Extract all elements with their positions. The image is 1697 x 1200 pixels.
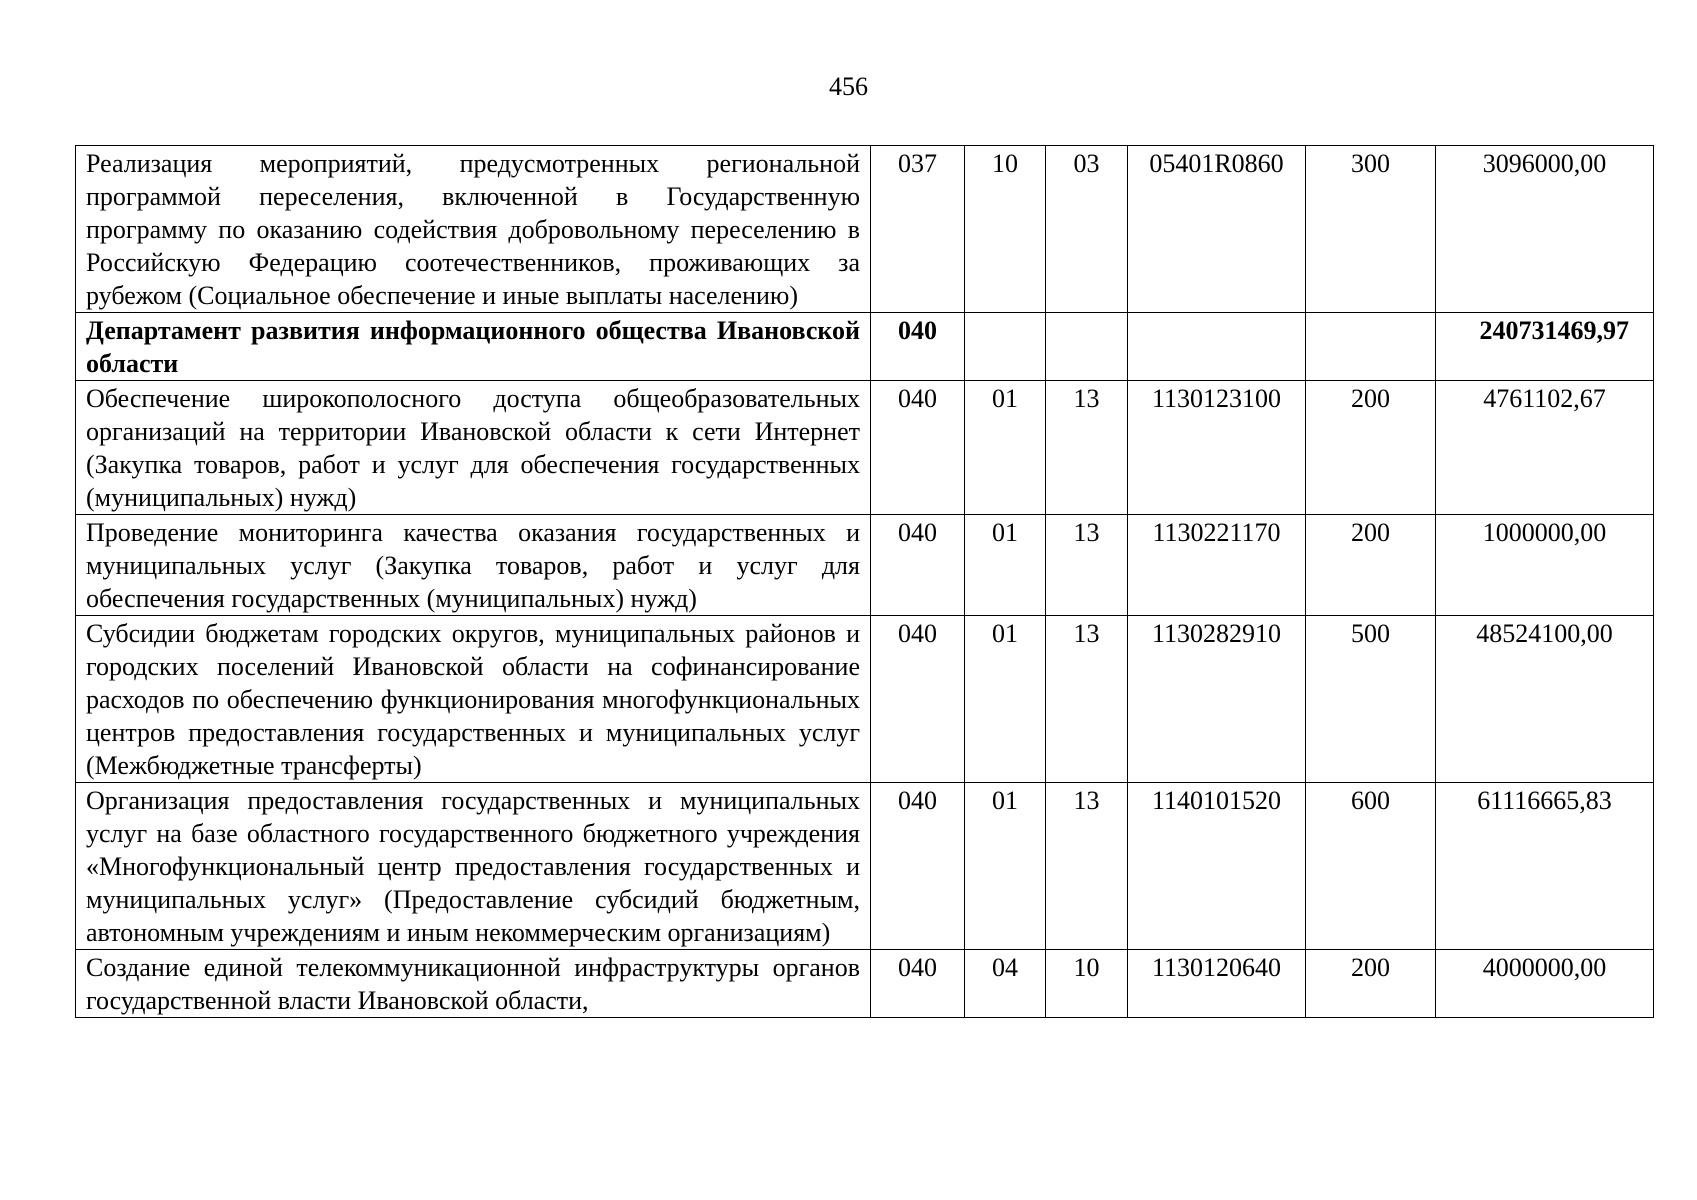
subsection-code: 13	[1046, 515, 1128, 616]
amount: 48524100,00	[1436, 616, 1654, 783]
row-description: Субсидии бюджетам городских округов, муниципальных районов и городских поселений Ивановской области на софинансирование расходов по обеспечению функционирования многофункциональных центров предоставления государственных и муниципальных услуг (Межбюджетные трансферты)	[76, 616, 871, 783]
ministry-code: 040	[871, 381, 965, 515]
row-description: Обеспечение широкополосного доступа общеобразовательных организаций на территории Ивановской области к сети Интернет (Закупка товаров, работ и услуг для обеспечения государственных (муниципальных) нужд)	[76, 381, 871, 515]
amount: 61116665,83	[1436, 783, 1654, 950]
row-description: Реализация мероприятий, предусмотренных региональной программой переселения, включенной в Государственную программу по оказанию содействия добровольному переселению в Российскую Федерацию соотечественников, проживающих за рубежом (Социальное обеспечение и иные выплаты населению)	[76, 146, 871, 313]
section-code: 01	[965, 616, 1046, 783]
ministry-code: 040	[871, 313, 965, 381]
budget-table	[75, 145, 1654, 1018]
section-code	[965, 313, 1046, 381]
table-row	[76, 616, 1654, 783]
subsection-code: 10	[1046, 950, 1128, 1018]
target-article-code: 1130282910	[1128, 616, 1306, 783]
table-row	[76, 515, 1654, 616]
section-code: 10	[965, 146, 1046, 313]
ministry-code: 040	[871, 783, 965, 950]
section-code: 01	[965, 381, 1046, 515]
target-article-code: 1130120640	[1128, 950, 1306, 1018]
table-row-department-total	[76, 313, 1654, 381]
ministry-code: 040	[871, 950, 965, 1018]
target-article-code: 05401R0860	[1128, 146, 1306, 313]
expense-type-code: 500	[1306, 616, 1436, 783]
expense-type-code: 300	[1306, 146, 1436, 313]
target-article-code	[1128, 313, 1306, 381]
amount: 4000000,00	[1436, 950, 1654, 1018]
target-article-code: 1140101520	[1128, 783, 1306, 950]
ministry-code: 040	[871, 616, 965, 783]
subsection-code: 13	[1046, 616, 1128, 783]
row-description: Организация предоставления государственных и муниципальных услуг на базе областного государственного бюджетного учреждения «Многофункциональный центр предоставления государственных и муниципальных услуг» (Предоставление субсидий бюджетным, автономным учреждениям и иным некоммерческим организациям)	[76, 783, 871, 950]
subsection-code: 13	[1046, 381, 1128, 515]
expense-type-code: 200	[1306, 950, 1436, 1018]
subsection-code: 03	[1046, 146, 1128, 313]
table-row	[76, 950, 1654, 1018]
section-code: 01	[965, 783, 1046, 950]
expense-type-code	[1306, 313, 1436, 381]
amount: 240731469,97	[1436, 313, 1654, 381]
table-row	[76, 783, 1654, 950]
page-number: 456	[829, 72, 868, 101]
expense-type-code: 600	[1306, 783, 1436, 950]
row-description: Проведение мониторинга качества оказания государственных и муниципальных услуг (Закупка товаров, работ и услуг для обеспечения государственных (муниципальных) нужд)	[76, 515, 871, 616]
target-article-code: 1130221170	[1128, 515, 1306, 616]
amount: 1000000,00	[1436, 515, 1654, 616]
table-row	[76, 381, 1654, 515]
row-description: Департамент развития информационного общества Ивановской области	[76, 313, 871, 381]
section-code: 04	[965, 950, 1046, 1018]
amount: 4761102,67	[1436, 381, 1654, 515]
ministry-code: 037	[871, 146, 965, 313]
amount: 3096000,00	[1436, 146, 1654, 313]
expense-type-code: 200	[1306, 381, 1436, 515]
ministry-code: 040	[871, 515, 965, 616]
subsection-code	[1046, 313, 1128, 381]
subsection-code: 13	[1046, 783, 1128, 950]
target-article-code: 1130123100	[1128, 381, 1306, 515]
section-code: 01	[965, 515, 1046, 616]
expense-type-code: 200	[1306, 515, 1436, 616]
row-description: Создание единой телекоммуникационной инфраструктуры органов государственной власти Ивановской области,	[76, 950, 871, 1018]
table-row	[76, 146, 1654, 313]
